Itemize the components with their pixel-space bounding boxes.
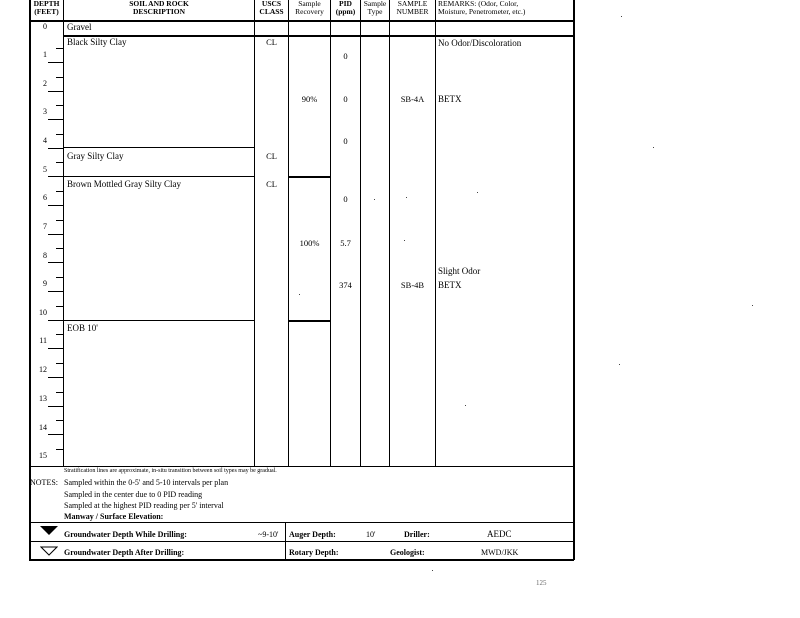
- layer-gravel: Gravel: [67, 22, 92, 32]
- pid-reading: 5.7: [340, 238, 351, 248]
- column-header-remarks: [438, 0, 573, 16]
- sample-number: SB-4B: [400, 280, 425, 290]
- end-of-boring: EOB 10': [67, 323, 98, 333]
- scan-speck: [465, 405, 466, 406]
- sample-recovery: 100%: [299, 238, 320, 248]
- depth-label: 9: [43, 279, 47, 288]
- scan-speck: [432, 570, 433, 571]
- layer-gray-silty-clay: Gray Silty Clay: [67, 151, 124, 161]
- note-line: Sampled at the highest PID reading per 5' interval: [64, 501, 224, 510]
- uscs-class: CL: [266, 37, 277, 47]
- scan-speck: [477, 192, 478, 193]
- groundwater-after-label: Groundwater Depth After Drilling:: [64, 548, 185, 557]
- scan-speck: [653, 147, 654, 148]
- scan-speck: [619, 364, 620, 365]
- uscs-header-line2: CLASS: [259, 7, 284, 16]
- depth-label: 4: [43, 136, 47, 145]
- remarks-header-line2: Moisture, Penetrometer, etc.): [438, 7, 526, 16]
- layer-black-silty-clay: Black Silty Clay: [67, 37, 127, 47]
- column-header-type: [361, 0, 389, 16]
- sample-recovery: 90%: [301, 94, 318, 104]
- pid-header-line1: PID: [339, 0, 352, 8]
- recovery-header-line1: Sample: [298, 0, 321, 8]
- groundwater-while-icon: [40, 523, 58, 541]
- remark-no-odor: No Odor/Discoloration: [438, 38, 522, 48]
- column-header-recovery: [289, 0, 330, 16]
- layer-brown-mottled-clay: Brown Mottled Gray Silty Clay: [67, 179, 181, 189]
- page-number: 125: [536, 579, 547, 587]
- column-header-uscs: [255, 0, 288, 16]
- groundwater-while-value: ~9-10': [258, 530, 279, 539]
- depth-label: 2: [43, 79, 47, 88]
- note-line: Sampled within the 0-5' and 5-10 intervals per plan: [64, 478, 229, 487]
- remark-slight-odor: Slight Odor: [438, 266, 481, 276]
- depth-header-line2: (FEET): [34, 7, 59, 16]
- groundwater-after-icon: [40, 543, 58, 561]
- depth-label: 12: [39, 365, 47, 374]
- depth-header-line1: DEPTH: [33, 0, 60, 8]
- type-header-line2: Type: [367, 7, 383, 16]
- sample-number: SB-4A: [400, 94, 425, 104]
- depth-label: 10: [39, 308, 47, 317]
- sample-header-line2: NUMBER: [396, 7, 429, 16]
- sample-header-line1: SAMPLE: [397, 0, 428, 8]
- description-header-line1: SOIL AND ROCK: [129, 0, 189, 8]
- remark-betx: BETX: [438, 94, 462, 104]
- depth-label: 15: [39, 451, 47, 460]
- geologist-label: Geologist:: [390, 548, 425, 557]
- scan-speck: [299, 294, 300, 295]
- notes-label: NOTES:: [30, 478, 58, 487]
- description-header-line2: DESCRIPTION: [132, 7, 186, 16]
- depth-label: 7: [43, 222, 47, 231]
- pid-reading: 374: [339, 280, 352, 290]
- type-header-line1: Sample: [363, 0, 387, 8]
- remarks-header-line1: REMARKS: (Odor, Color,: [438, 0, 519, 8]
- uscs-class: CL: [266, 179, 277, 189]
- depth-label: 1: [43, 50, 47, 59]
- rotary-depth-label: Rotary Depth:: [289, 548, 339, 557]
- driller-label: Driller:: [404, 530, 430, 539]
- depth-label: 14: [39, 423, 47, 432]
- column-header-sample-number: [390, 0, 435, 16]
- pid-reading: 0: [343, 94, 348, 104]
- pid-reading: 0: [343, 194, 348, 204]
- depth-label: 3: [43, 107, 47, 116]
- scan-speck: [752, 305, 753, 306]
- scan-speck: [404, 240, 405, 241]
- recovery-header-line2: Recovery: [295, 7, 324, 16]
- depth-label: 13: [39, 394, 47, 403]
- depth-label: 0: [43, 22, 47, 31]
- column-header-description: [64, 0, 254, 16]
- groundwater-while-label: Groundwater Depth While Drilling:: [64, 530, 187, 539]
- scan-speck: [406, 197, 407, 198]
- manway-elevation-label: Manway / Surface Elevation:: [64, 512, 164, 521]
- auger-depth-value: 10': [366, 530, 376, 539]
- geologist-value: MWD/JKK: [481, 548, 519, 557]
- pid-reading: 0: [343, 51, 348, 61]
- column-header-depth: [30, 0, 63, 16]
- scan-speck: [621, 16, 622, 17]
- depth-label: 11: [39, 336, 47, 345]
- scan-speck: [374, 199, 375, 200]
- stratification-note: Stratification lines are approximate, in-situ transition between soil types may be gradual.: [64, 468, 277, 474]
- column-header-pid: [331, 0, 360, 16]
- driller-value: AEDC: [487, 529, 512, 539]
- depth-label: 8: [43, 251, 47, 260]
- note-line: Sampled in the center due to 0 PID reading: [64, 490, 203, 499]
- uscs-header-line1: USCS: [261, 0, 282, 8]
- auger-depth-label: Auger Depth:: [289, 530, 336, 539]
- depth-label: 5: [43, 165, 47, 174]
- pid-reading: 0: [343, 136, 348, 146]
- uscs-class: CL: [266, 151, 277, 161]
- remark-betx: BETX: [438, 280, 462, 290]
- pid-header-line2: (ppm): [335, 7, 356, 16]
- depth-label: 6: [43, 193, 47, 202]
